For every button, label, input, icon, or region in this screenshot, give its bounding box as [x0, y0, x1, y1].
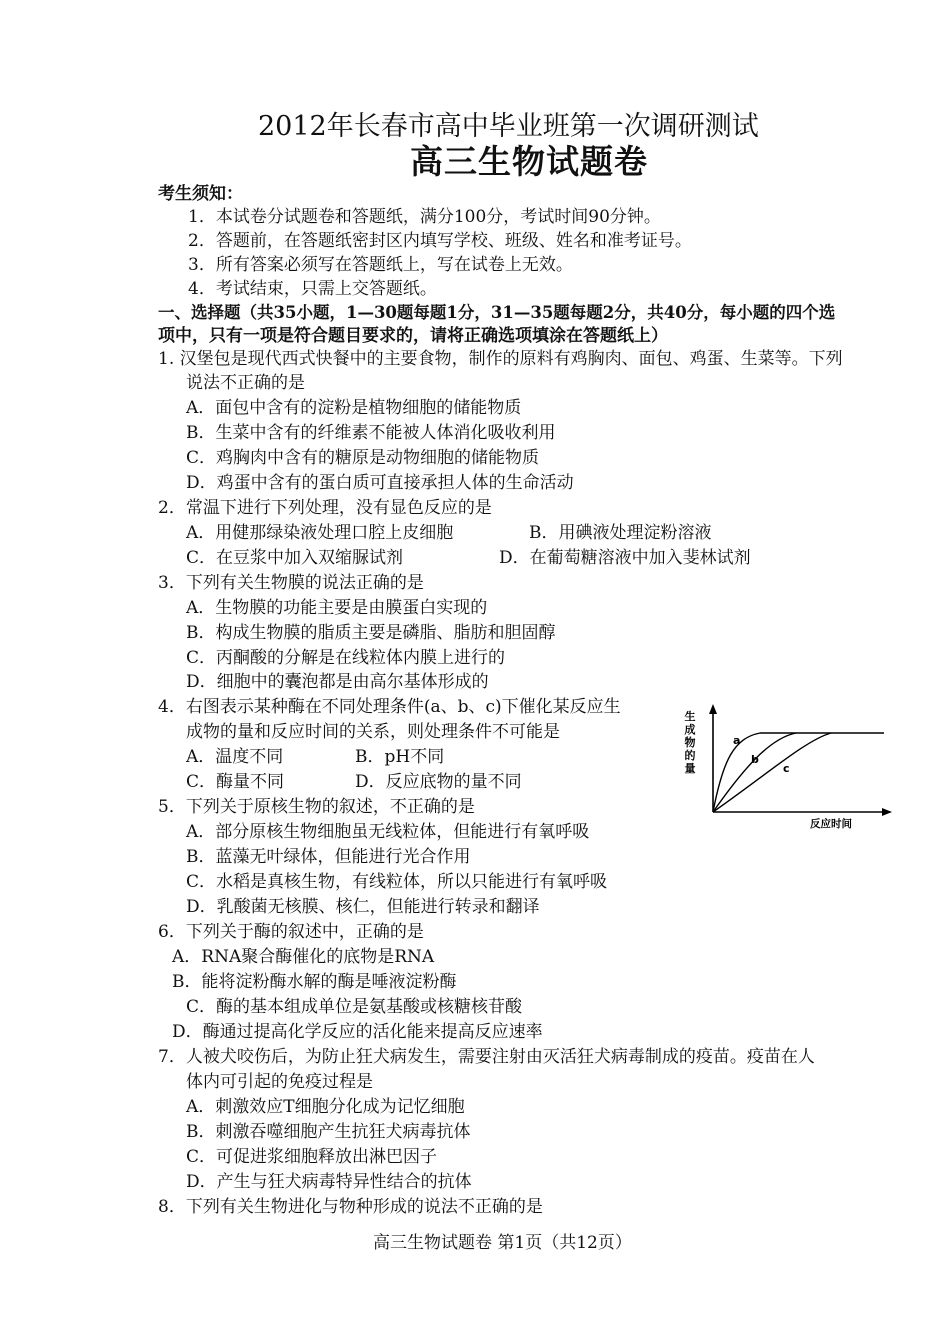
section-heading-cont: 项中，只有一项是符合题目要求的，请将正确选项填涂在答题纸上）: [158, 326, 668, 346]
option: B．构成生物膜的脂质主要是磷脂、脂肪和胆固醇: [186, 623, 556, 643]
option: A．温度不同: [186, 747, 284, 767]
option: B．刺激吞噬细胞产生抗狂犬病毒抗体: [186, 1122, 471, 1142]
question-stem: 7．人被犬咬伤后，为防止狂犬病发生，需要注射由灭活狂犬病毒制成的疫苗。疫苗在人: [158, 1047, 815, 1067]
option: A．用健那绿染液处理口腔上皮细胞: [186, 523, 454, 543]
option: D．鸡蛋中含有的蛋白质可直接承担人体的生命活动: [186, 473, 574, 493]
question-stem: 6．下列关于酶的叙述中，正确的是: [158, 922, 424, 942]
notice-item: 1．本试卷分试题卷和答题纸，满分100分，考试时间90分钟。: [188, 207, 661, 227]
option: A．RNA聚合酶催化的底物是RNA: [172, 947, 435, 967]
option: C．在豆浆中加入双缩脲试剂: [186, 548, 404, 568]
curve-c-label: c: [783, 762, 790, 775]
question-stem-cont: 说法不正确的是: [186, 373, 305, 393]
y-axis-label-char: 的: [684, 749, 696, 762]
question-stem-cont: 成物的量和反应时间的关系，则处理条件不可能是: [186, 722, 560, 742]
y-axis-label-char: 物: [684, 736, 696, 749]
page-footer: 高三生物试题卷 第1页（共12页）: [373, 1233, 632, 1253]
option: B．能将淀粉酶水解的酶是唾液淀粉酶: [172, 972, 457, 992]
option: D．反应底物的量不同: [355, 772, 522, 792]
option: D．产生与狂犬病毒特异性结合的抗体: [186, 1172, 472, 1192]
option: B．pH不同: [355, 747, 445, 767]
option: A．面包中含有的淀粉是植物细胞的储能物质: [186, 398, 522, 418]
y-axis-label: [685, 709, 696, 775]
question-stem: 1. 汉堡包是现代西式快餐中的主要食物，制作的原料有鸡胸肉、面包、鸡蛋、生菜等。下列: [158, 349, 843, 369]
x-axis-label: 反应时间: [810, 818, 852, 830]
question-stem: 4．右图表示某种酶在不同处理条件(a、b、c)下催化某反应生: [158, 697, 621, 717]
option: B．蓝藻无叶绿体，但能进行光合作用: [186, 847, 471, 867]
option: C．丙酮酸的分解是在线粒体内膜上进行的: [186, 648, 506, 668]
option: A．部分原核生物细胞虽无线粒体，但能进行有氧呼吸: [186, 822, 590, 842]
question-stem: 2．常温下进行下列处理，没有显色反应的是: [158, 498, 492, 518]
option: C．水稻是真核生物，有线粒体，所以只能进行有氧呼吸: [186, 872, 608, 892]
option: D．在葡萄糖溶液中加入斐林试剂: [499, 548, 751, 568]
y-axis-label-char: 成: [684, 723, 696, 736]
y-axis-label-char: 量: [684, 762, 696, 775]
curve-b-label: b: [751, 753, 759, 766]
notice-item: 2．答题前，在答题纸密封区内填写学校、班级、姓名和准考证号。: [188, 231, 692, 251]
notice-item: 4．考试结束，只需上交答题纸。: [188, 279, 437, 299]
question-stem: 8．下列有关生物进化与物种形成的说法不正确的是: [158, 1197, 543, 1217]
option: C．可促进浆细胞释放出淋巴因子: [186, 1147, 438, 1167]
option: A．刺激效应T细胞分化成为记忆细胞: [186, 1097, 465, 1117]
x-axis-arrow: [882, 808, 892, 816]
option: C．酶量不同: [186, 772, 285, 792]
notice-item: 3．所有答案必须写在答题纸上，写在试卷上无效。: [188, 255, 573, 275]
question-stem-cont: 体内可引起的免疫过程是: [186, 1072, 373, 1092]
question-stem: 5．下列关于原核生物的叙述，不正确的是: [158, 797, 475, 817]
option: A．生物膜的功能主要是由膜蛋白实现的: [186, 598, 488, 618]
option: C．酶的基本组成单位是氨基酸或核糖核苷酸: [186, 997, 523, 1017]
section-heading: 一、选择题（共35小题，1—30题每题1分，31—35题每题2分，共40分，每小题的四个选: [158, 303, 836, 322]
option: D．酶通过提高化学反应的活化能来提高反应速率: [172, 1022, 543, 1042]
option: D．细胞中的囊泡都是由高尔基体形成的: [186, 672, 489, 692]
reaction-graph: [676, 700, 896, 830]
y-axis-arrow: [709, 704, 717, 714]
question-stem: 3．下列有关生物膜的说法正确的是: [158, 573, 424, 593]
notice-heading: 考生须知：: [158, 184, 243, 204]
paper-title: 高三生物试题卷: [410, 142, 648, 181]
option: C．鸡胸肉中含有的糖原是动物细胞的储能物质: [186, 448, 540, 468]
option: B．生菜中含有的纤维素不能被人体消化吸收利用: [186, 423, 556, 443]
exam-title: 2012年长春市高中毕业班第一次调研测试: [258, 111, 759, 142]
option: D．乳酸菌无核膜、核仁，但能进行转录和翻译: [186, 897, 540, 917]
curve-a-label: a: [733, 734, 741, 747]
option: B．用碘液处理淀粉溶液: [529, 523, 712, 543]
y-axis-label-char: 生: [684, 710, 696, 723]
